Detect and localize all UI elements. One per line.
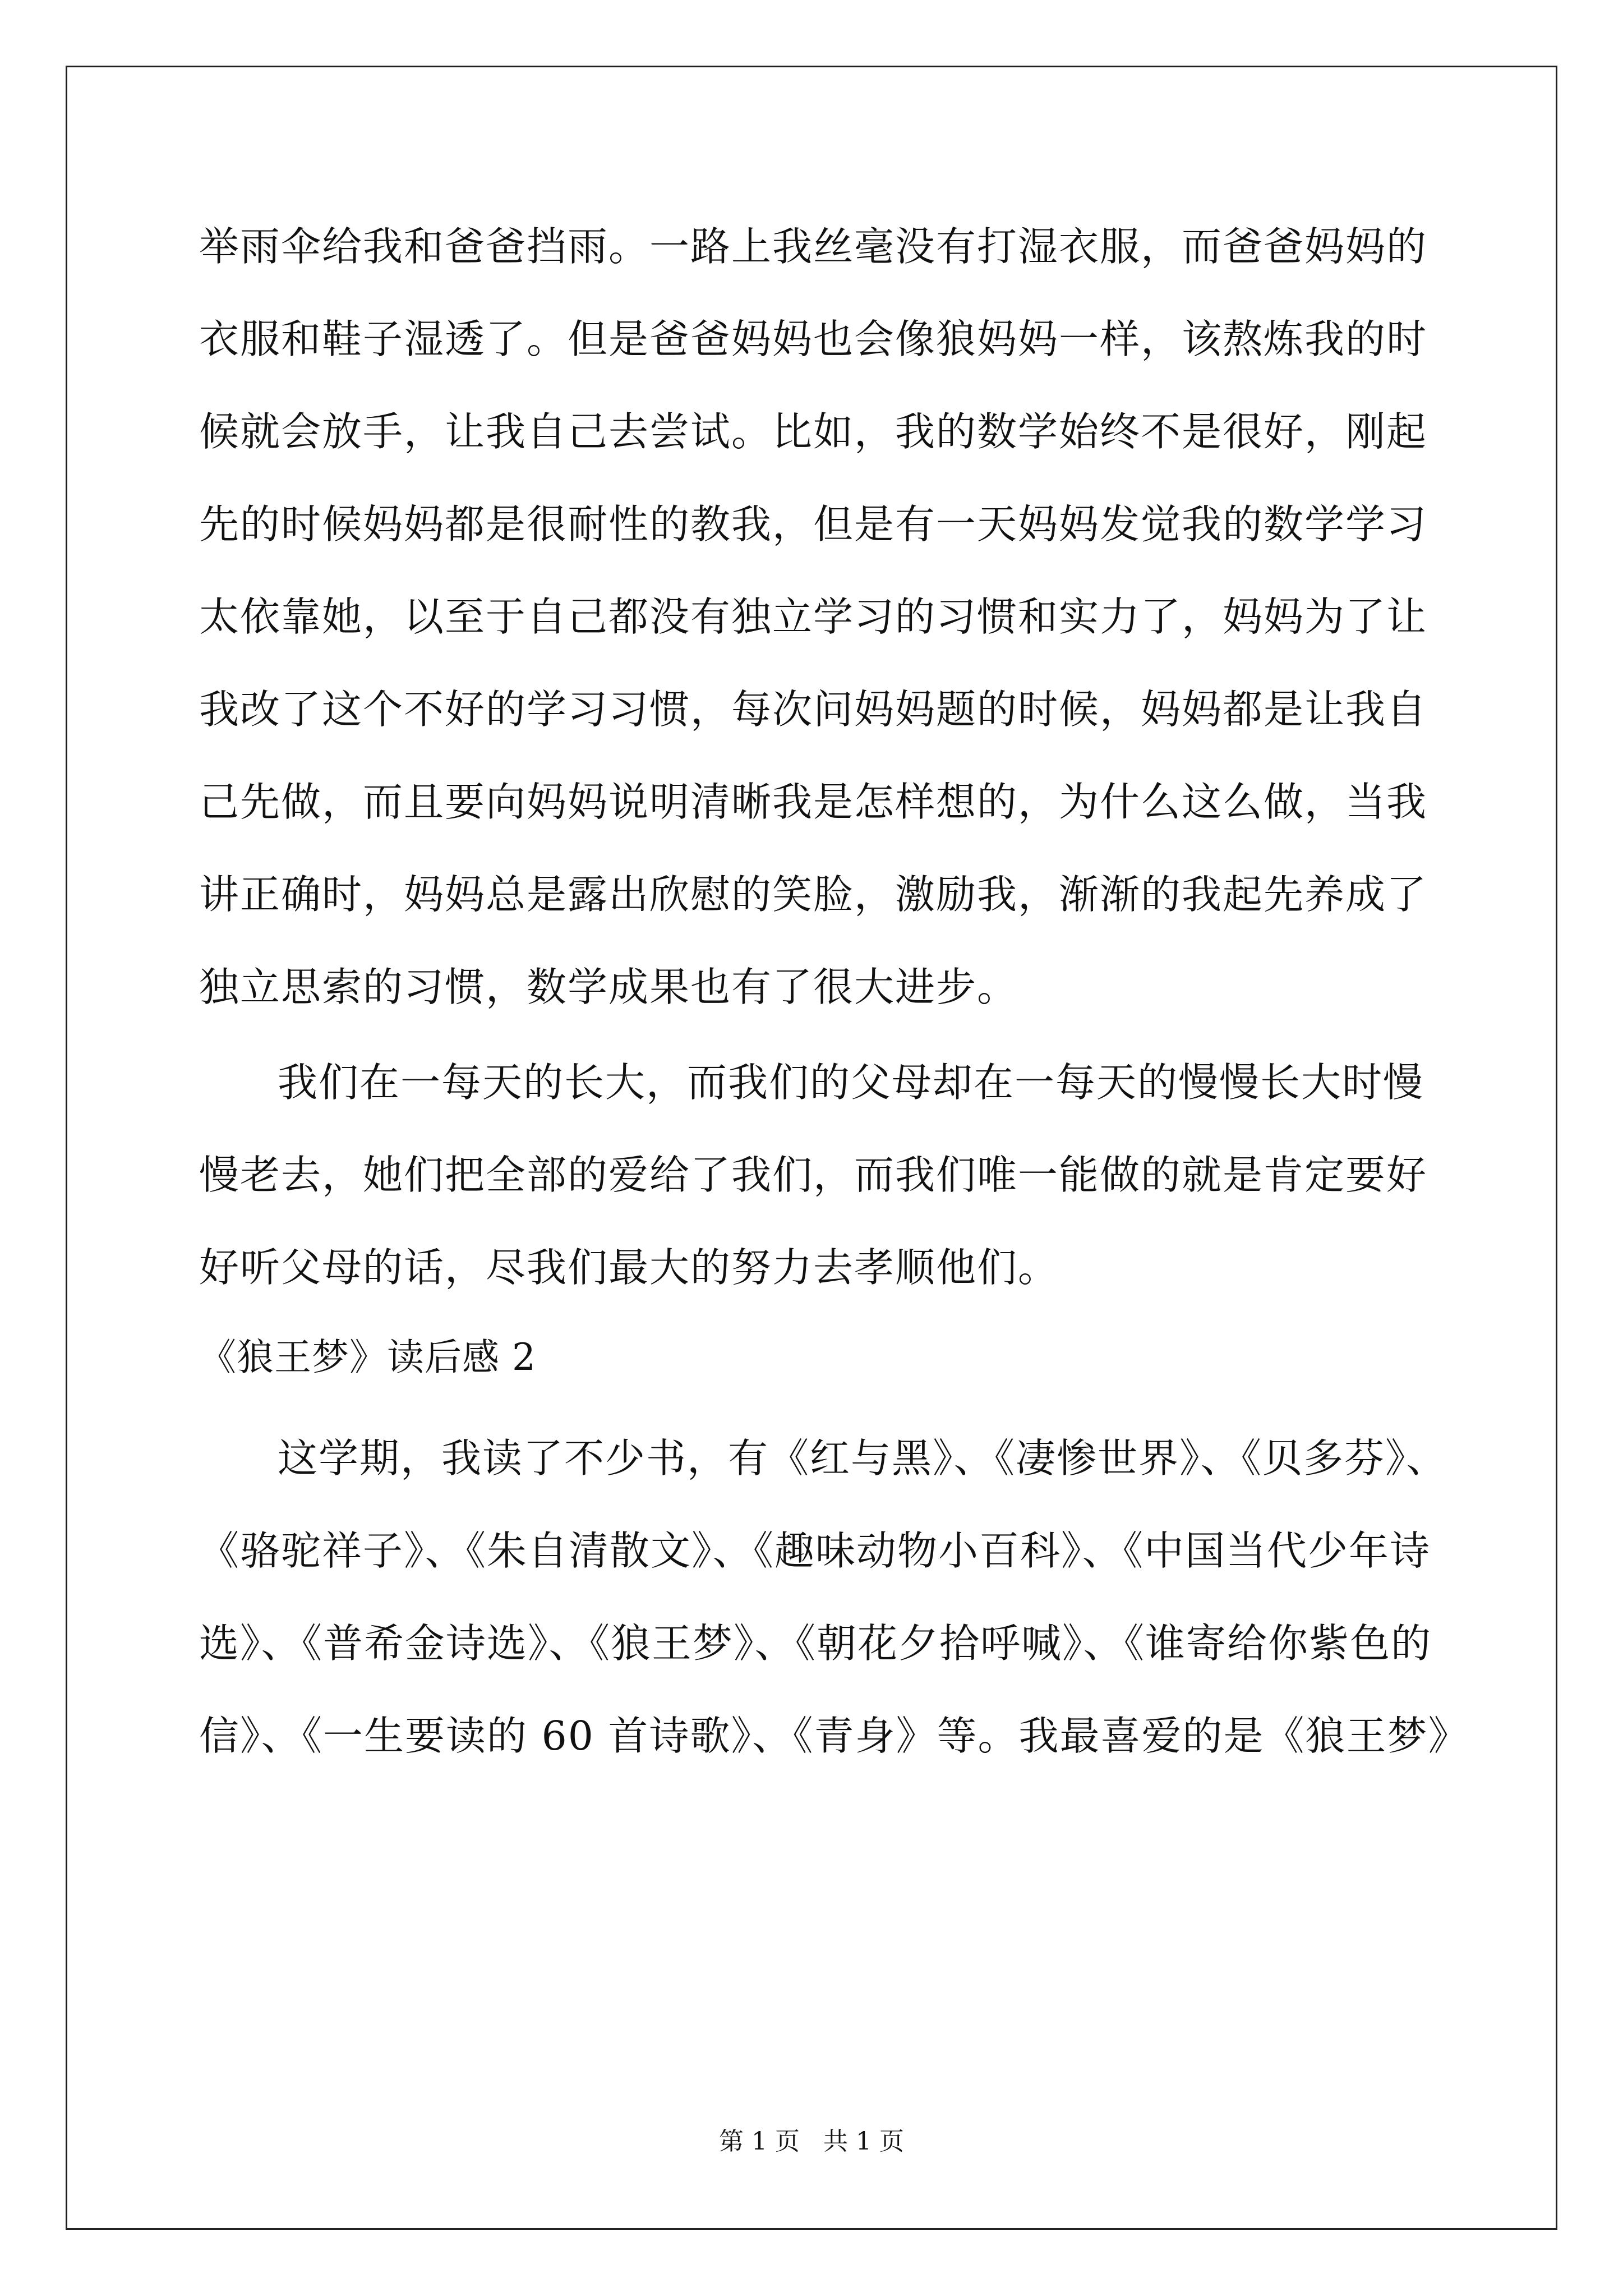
- paragraph-1-line-1: 举雨伞给我和爸爸挡雨。一路上我丝毫没有打湿衣服，而爸爸妈妈的: [199, 223, 1428, 270]
- paragraph-1-line-5: 太依靠她，以至于自己都没有独立学习的习惯和实力了，妈妈为了让: [199, 593, 1428, 640]
- paragraph-1-line-7: 己先做，而且要向妈妈说明清晰我是怎样想的，为什么这么做，当我: [199, 779, 1428, 825]
- paragraph-2-line-2: 慢老去，她们把全部的爱给了我们，而我们唯一能做的就是肯定要好: [199, 1152, 1428, 1198]
- paragraph-1-line-2: 衣服和鞋子湿透了。但是爸爸妈妈也会像狼妈妈一样，该熬炼我的时: [199, 316, 1428, 362]
- section-heading: 《狼王梦》读后感 2: [199, 1336, 536, 1379]
- paragraph-1-line-3: 候就会放手，让我自己去尝试。比如，我的数学始终不是很好，刚起: [199, 408, 1428, 455]
- paragraph-3-line-4: 信》、《一生要读的 60 首诗歌》、《青身》等。我最喜爱的是《狼王梦》: [199, 1713, 1469, 1759]
- paragraph-3-line-3: 选》、《普希金诗选》、《狼王梦》、《朝花夕拾呼喊》、《谁寄给你紫色的: [199, 1620, 1432, 1667]
- paragraph-1-line-6: 我改了这个不好的学习习惯，每次问妈妈题的时候，妈妈都是让我自: [199, 686, 1428, 733]
- paragraph-2-line-3: 好听父母的话，尽我们最大的努力去孝顺他们。: [199, 1244, 1059, 1291]
- paragraph-1-line-4: 先的时候妈妈都是很耐性的教我，但是有一天妈妈发觉我的数学学习: [199, 501, 1428, 547]
- page-border: [66, 66, 1557, 2230]
- paragraph-3-line-1: 这学期，我读了不少书，有《红与黑》、《凄惨世界》、《贝多芬》、: [278, 1435, 1447, 1481]
- paragraph-2-line-1: 我们在一每天的长大，而我们的父母却在一每天的慢慢长大时慢: [278, 1059, 1424, 1106]
- paragraph-3-line-2: 《骆驼祥子》、《朱自清散文》、《趣味动物小百科》、《中国当代少年诗: [199, 1527, 1431, 1574]
- paragraph-1-line-9: 独立思索的习惯，数学成果也有了很大进步。: [199, 964, 1018, 1010]
- paragraph-1-line-8: 讲正确时，妈妈总是露出欣慰的笑脸，激励我，渐渐的我起先养成了: [199, 871, 1428, 918]
- page-number-footer: 第 1 页 共 1 页: [719, 2127, 904, 2156]
